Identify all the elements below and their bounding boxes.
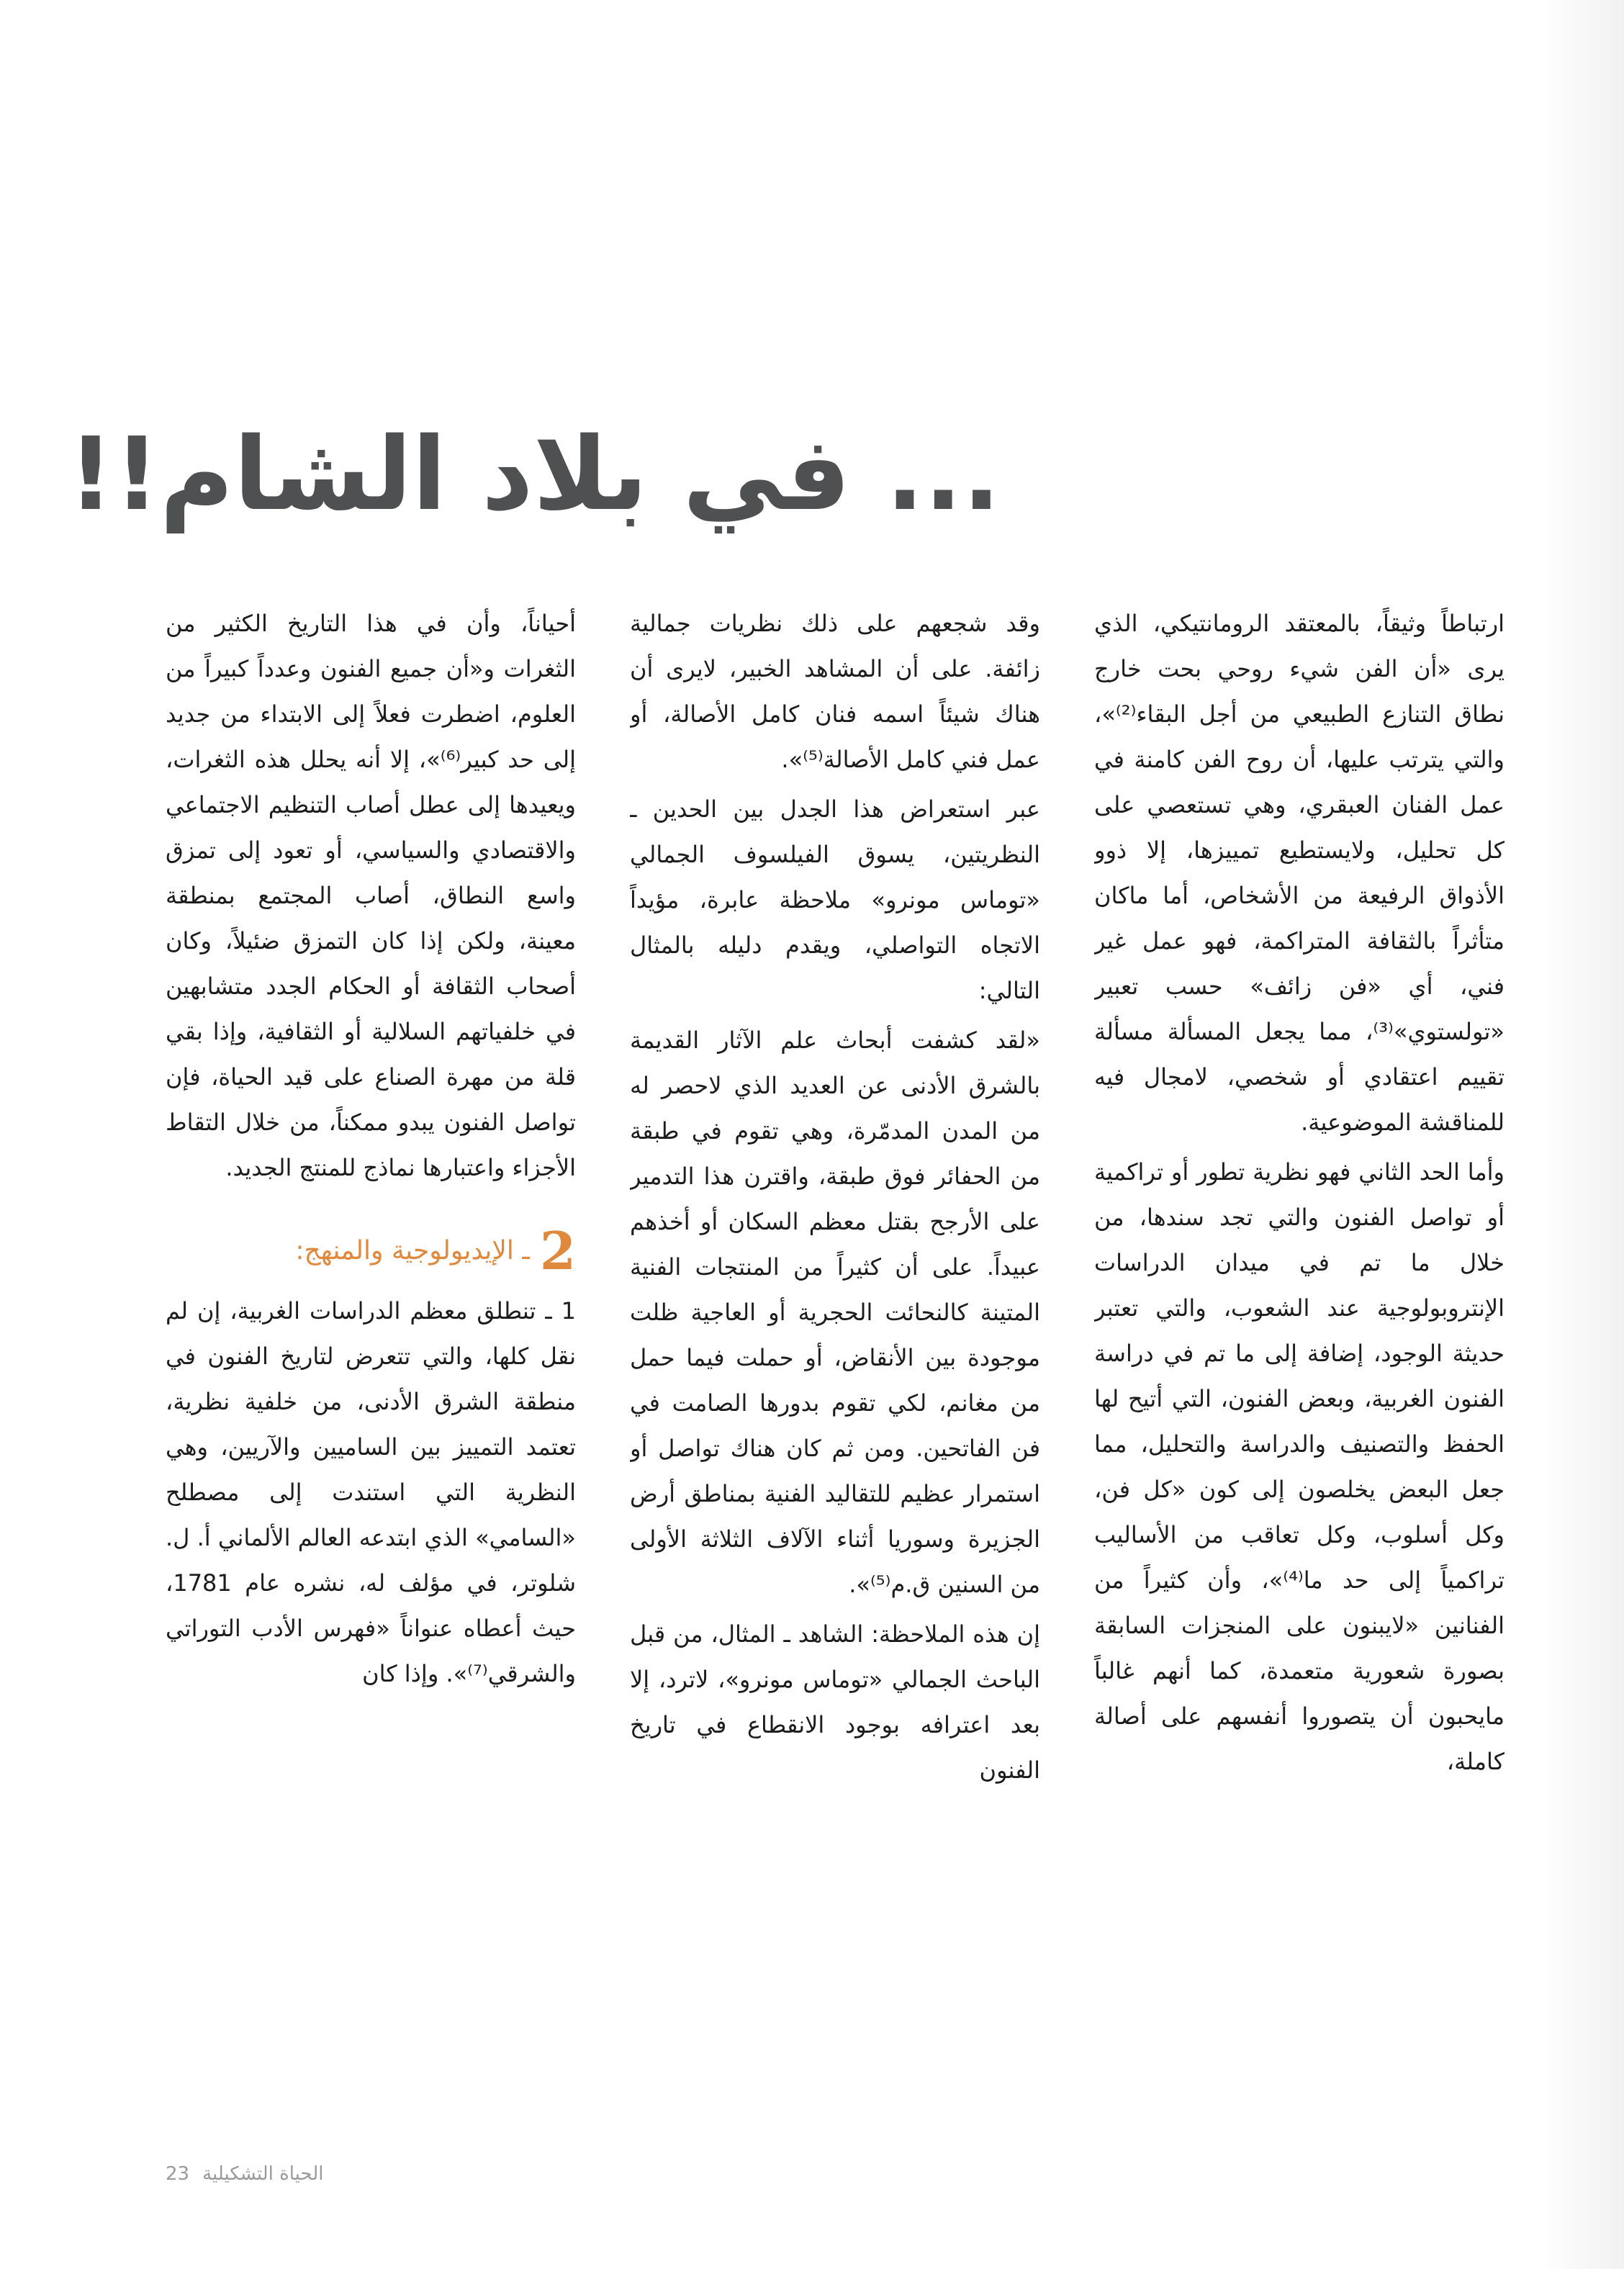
paragraph: وأما الحد الثاني فهو نظرية تطور أو تراكمية أو تواصل الفنون والتي تجد سندها، من خلال ما تم في ميدان الدراسات الإنتروبولوجية عند الشعوب، والتي تعتبر حديثة الوجود، إضافة إلى ما تم في دراسة الفنون الغربية، وبعض الفنون، التي أتيح لها الحفظ والتصنيف والدراسة والتحليل، مما جعل البعض يخلصون إلى كون «كل فن، وكل أسلوب، وكل تعاقب من الأساليب تراكمياً إلى حد ما⁽⁴⁾»، وأن كثيراً من الفنانين «لايبنون على المنجزات السابقة بصورة شعورية متعمدة، كما أنهم غالباً مايحبون أن يتصوروا أنفسهم على أصالة كاملة،	[1094, 1158, 1505, 1775]
text-column-right	[1094, 601, 1505, 2041]
page-number: 23	[166, 2163, 190, 2185]
paragraph: أحياناً، وأن في هذا التاريخ الكثير من الثغرات و«أن جميع الفنون وعدداً كبيراً من العلوم، اضطرت فعلاً إلى الابتداء من جديد إلى حد كبير⁽⁶⁾»، إلا أنه يحلل هذه الثغرات، ويعيدها إلى عطل أصاب التنظيم الاجتماعي والاقتصادي والسياسي، أو تعود إلى تمزق واسع النطاق، أصاب المجتمع بمنطقة معينة، ولكن إذا كان التمزق ضئيلاً، وكان أصحاب الثقافة أو الحكام الجدد متشابهين في خلفياتهم السلالية أو الثقافية، وإذا بقي قلة من مهرة الصناع على قيد الحياة، فإن تواصل الفنون يبدو ممكناً، من خلال التقاط الأجزاء واعتبارها نماذج للمنتج الجديد.	[166, 610, 576, 1181]
paragraph: إن هذه الملاحظة: الشاهد ـ المثال، من قبل الباحث الجمالي «توماس مونرو»، لاترد، إلا بعد اعترافه بوجود الانقطاع في تاريخ الفنون	[630, 1620, 1040, 1784]
section-title: ـ الإيديولوجية والمنهج:	[295, 1236, 530, 1266]
page-footer	[166, 2160, 323, 2188]
section-number: 2	[539, 1220, 576, 1281]
paragraph: وقد شجعهم على ذلك نظريات جمالية زائفة. على أن المشاهد الخبير، لايرى أن هناك شيئاً اسمه فنان كامل الأصالة، أو عمل فني كامل الأصالة⁽⁵⁾».	[630, 610, 1040, 773]
text-column-left	[166, 601, 576, 2041]
section-heading	[166, 1222, 576, 1280]
paragraph: 1 ـ تنطلق معظم الدراسات الغربية، إن لم نقل كلها، والتي تتعرض لتاريخ الفنون في منطقة الشرق الأدنى، من خلفية نظرية، تعتمد التمييز بين الساميين والآريين، وهي النظرية التي استندت إلى مصطلح «السامي» الذي ابتدعه العالم الألماني أ. ل. شلوتر، في مؤلف له، نشره عام 1781، حيث أعطاه عنواناً «فهرس الأدب التوراتي والشرقي⁽⁷⁾». وإذا كان	[166, 1297, 576, 1687]
paragraph: ارتباطاً وثيقاً، بالمعتقد الرومانتيكي، الذي يرى «أن الفن شيء روحي بحت خارج نطاق التنازع الطبيعي من أجل البقاء⁽²⁾»، والتي يترتب عليها، أن روح الفن كامنة في عمل الفنان العبقري، وهي تستعصي على كل تحليل، ولايستطيع تمييزها، إلا ذوو الأذواق الرفيعة من الأشخاص، أما ماكان متأثراً بالثقافة المتراكمة، فهو عمل غير فني، أي «فن زائف» حسب تعبير «تولستوي»⁽³⁾، مما يجعل المسألة مسألة تقييم اعتقادي أو شخصي، لامجال فيه للمناقشة الموضوعية.	[1094, 610, 1505, 1136]
magazine-name: الحياة التشكيلية	[202, 2163, 324, 2185]
article-title: ... في بلاد الشام!!	[68, 416, 1001, 533]
page-edge-shade	[1538, 0, 1624, 2269]
text-column-middle	[630, 601, 1040, 2041]
paragraph: عبر استعراض هذا الجدل بين الحدين ـ النظريتين، يسوق الفيلسوف الجمالي «توماس مونرو» ملاحظة عابرة، مؤيداً الاتجاه التواصلي، ويقدم دليله بالمثال التالي:	[630, 795, 1040, 1004]
quote-paragraph: «لقد كشفت أبحاث علم الآثار القديمة بالشرق الأدنى عن العديد الذي لاحصر له من المدن المدمّرة، وهي تقوم في طبقة من الحفائر فوق طبقة، واقترن هذا التدمير على الأرجح بقتل معظم السكان أو أخذهم عبيداً. على أن كثيراً من المنتجات الفنية المتينة كالنحائت الحجرية أو العاجية ظلت موجودة بين الأنقاض، أو حملت فيما حمل من مغانم، لكي تقوم بدورها الصامت في فن الفاتحين. ومن ثم كان هناك تواصل أو استمرار عظيم للتقاليد الفنية بمناطق أرض الجزيرة وسوريا أثناء الآلاف الثلاثة الأولى من السنين ق.م⁽⁵⁾».	[630, 1027, 1040, 1598]
